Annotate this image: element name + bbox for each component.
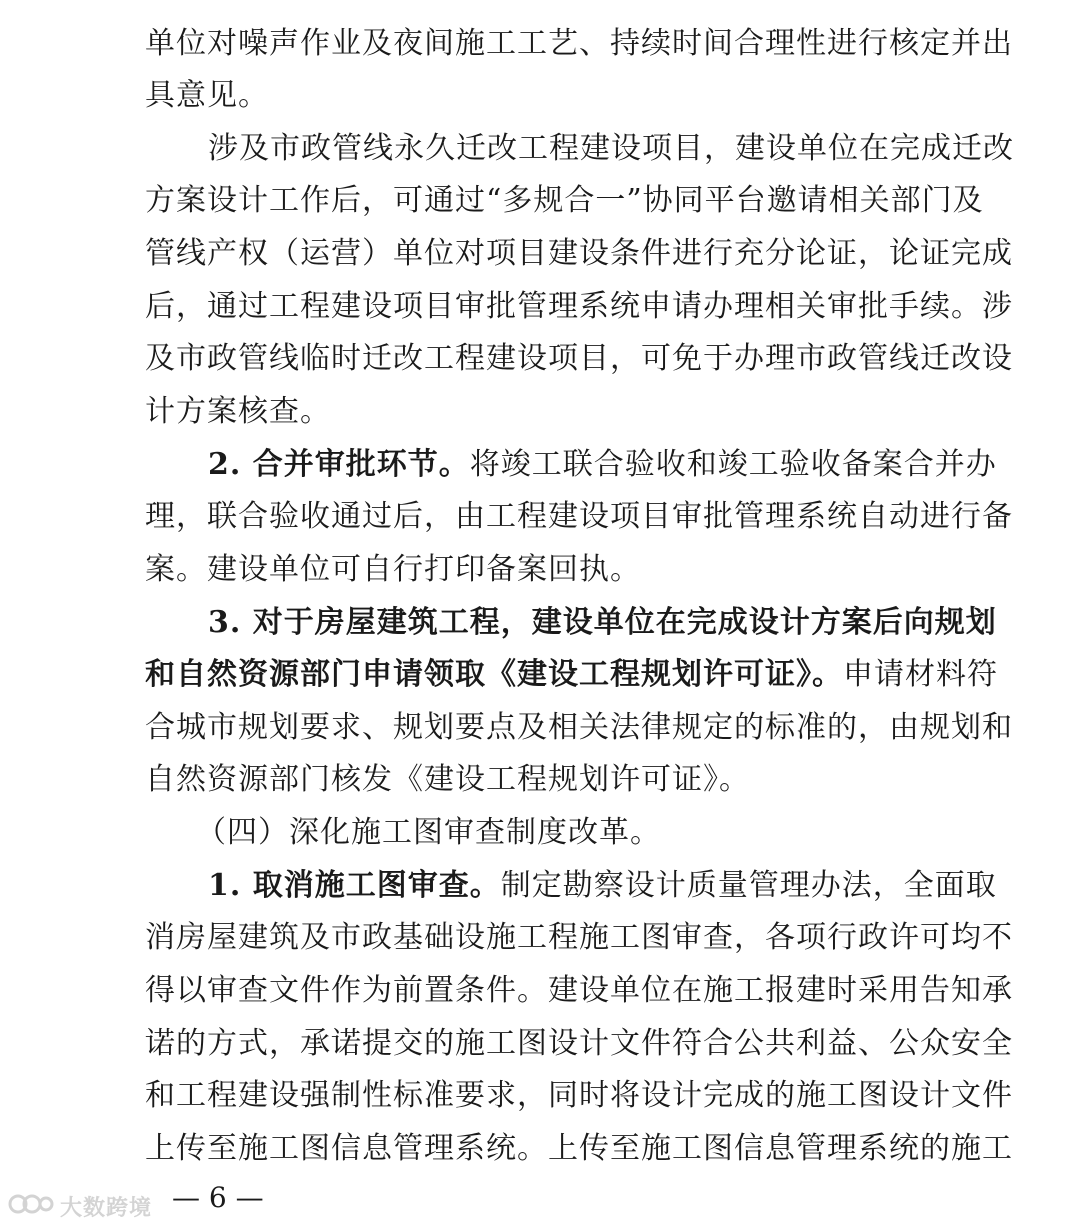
watermark xyxy=(8,1188,152,1224)
text-line: 3. 对于房屋建筑工程，建设单位在完成设计方案后向规划 xyxy=(208,605,997,640)
text-line: 后，通过工程建设项目审批管理系统申请办理相关审批手续。涉 xyxy=(145,289,1013,324)
text-line: 消房屋建筑及市政基础设施工程施工图审查，各项行政许可均不 xyxy=(145,920,1013,955)
text-line: 诺的方式，承诺提交的施工图设计文件符合公共利益、公众安全 xyxy=(145,1026,1013,1061)
item-heading: 2. 合并审批环节。 xyxy=(208,447,470,482)
text-line: 得以审查文件作为前置条件。建设单位在施工报建时采用告知承 xyxy=(145,973,1013,1008)
text-line: 及市政管线临时迁改工程建设项目，可免于办理市政管线迁改设 xyxy=(145,341,1013,376)
text-line: 方案设计工作后，可通过“多规合一”协同平台邀请相关部门及 xyxy=(145,183,984,218)
text-line: 管线产权（运营）单位对项目建设条件进行充分论证，论证完成 xyxy=(145,236,1013,271)
text-line: 上传至施工图信息管理系统。上传至施工图信息管理系统的施工 xyxy=(145,1131,1013,1166)
text-line: 和自然资源部门申请领取《建设工程规划许可证》。申请材料符 xyxy=(145,657,998,692)
item-heading: 和自然资源部门申请领取《建设工程规划许可证》。 xyxy=(145,657,843,692)
text-line: 和工程建设强制性标准要求，同时将设计完成的施工图设计文件 xyxy=(145,1078,1013,1113)
text-line: 1. 取消施工图审查。制定勘察设计质量管理办法，全面取 xyxy=(208,868,997,903)
page-number: — 6 — xyxy=(172,1181,264,1214)
text-line: 计方案核查。 xyxy=(145,394,331,429)
text-line: 自然资源部门核发《建设工程规划许可证》。 xyxy=(145,762,750,797)
text-line: 2. 合并审批环节。将竣工联合验收和竣工验收备案合并办 xyxy=(208,447,997,482)
text-line: 合城市规划要求、规划要点及相关法律规定的标准的，由规划和 xyxy=(145,710,1013,745)
text-line: 涉及市政管线永久迁改工程建设项目，建设单位在完成迁改 xyxy=(208,131,1014,166)
section-heading: （四）深化施工图审查制度改革。 xyxy=(196,815,661,850)
item-heading: 1. 取消施工图审查。 xyxy=(208,868,501,903)
logo-icon xyxy=(8,1189,54,1223)
text-line: 案。建设单位可自行打印备案回执。 xyxy=(145,552,641,587)
text-line: 理，联合验收通过后，由工程建设项目审批管理系统自动进行备 xyxy=(145,499,1013,534)
text-line: 单位对噪声作业及夜间施工工艺、持续时间合理性进行核定并出 xyxy=(145,26,1013,61)
watermark-text: 大数跨境 xyxy=(60,1195,153,1221)
text-line: 具意见。 xyxy=(145,78,269,113)
